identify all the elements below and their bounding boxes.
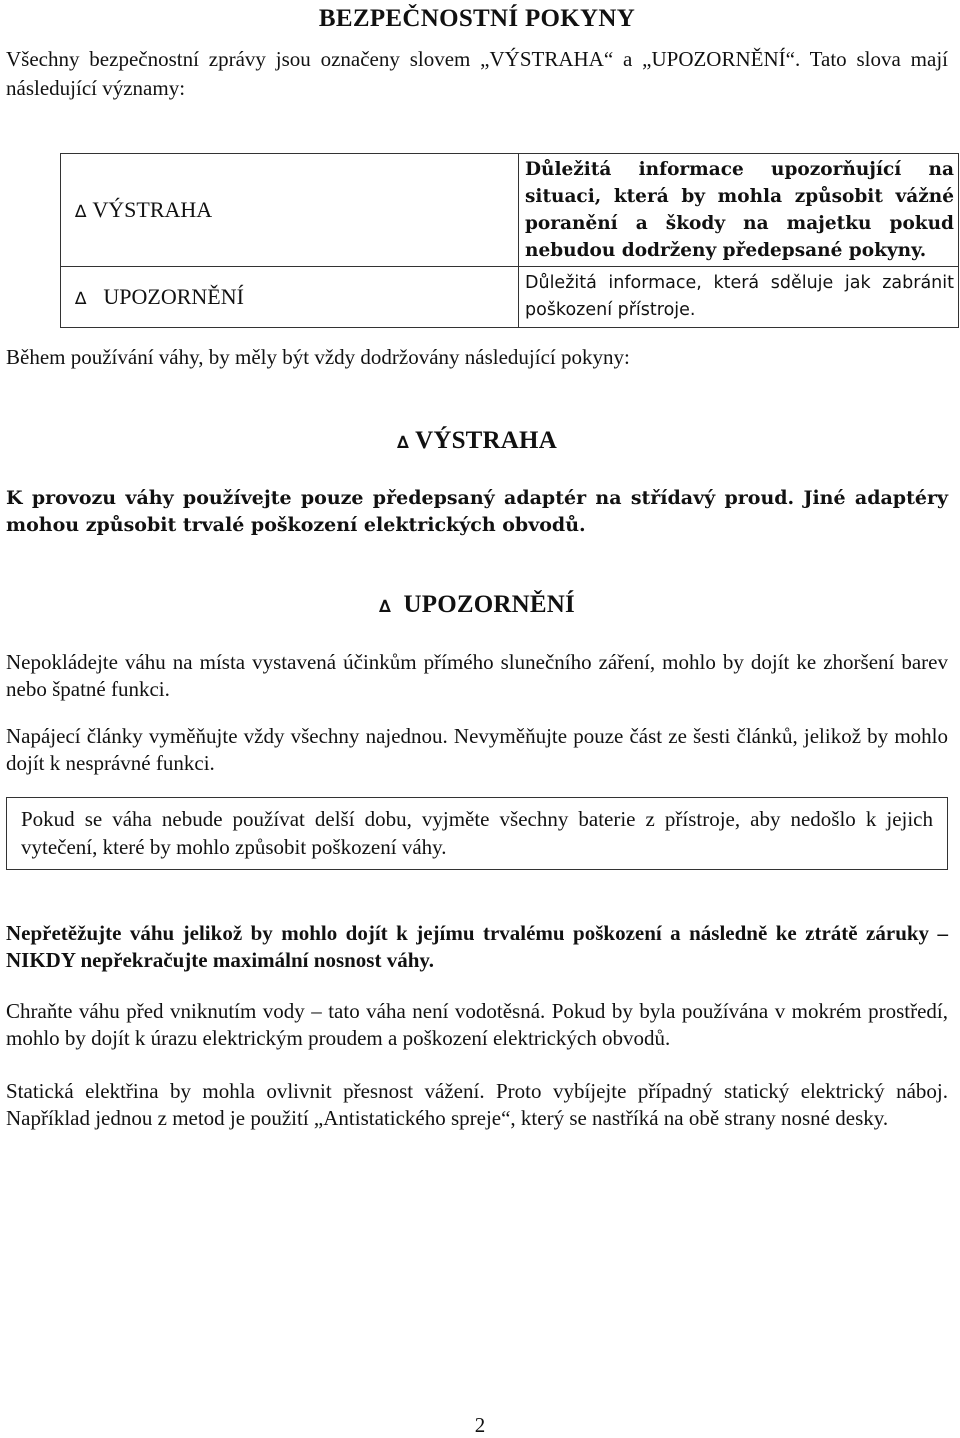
overload-note: Nepřetěžujte váhu jelikož by mohlo dojít k jejímu trvalému poškození a následně ke ztrátě záruky – NIKDY nepřekračujte maximální nosnost váhy. [6,921,948,972]
page-number: 2 [474,1413,486,1437]
warning-label-cell [61,154,519,267]
water-note: Chraňte váhu před vniknutím vody – tato váha není vodotěsná. Pokud by byla používána v mokrém prostředí, mohlo by dojít k úrazu elektrickým proudem a poškození elektrických obvodů. [6,999,948,1050]
static-note: Statická elektřina by mohla ovlivnit přesnost vážení. Proto vybíjejte případný statický elektrický náboj. Například jednou z metod je použití „Antistatického spreje“, který se nastříká na obě strany nosné desky. [6,1079,948,1130]
intro-paragraph: Všechny bezpečnostní zprávy jsou označeny slovem „VÝSTRAHA“ a „UPOZORNĚNÍ“. Tato slova mají následující významy: [6,47,948,100]
page-title: BEZPEČNOSTNÍ POKYNY [318,5,636,32]
caution-section-triangle-icon: ∆ [379,597,392,617]
warning-section-heading [6,427,948,455]
caution-section-heading [6,591,948,619]
definitions-table [60,153,959,328]
warning-triangle-icon: ∆ [75,202,87,222]
warning-definition-row [61,154,959,267]
caution-triangle-icon: ∆ [75,289,87,309]
caution-section-title: UPOZORNĚNÍ [403,591,575,618]
usage-intro: Během používání váhy, by měly být vždy dodržovány následující pokyny: [6,345,630,369]
caution-description: Důležitá informace, která sděluje jak zabránit poškození přístroje. [519,267,959,328]
warning-section-triangle-icon: ∆ [397,433,410,453]
caution-paragraph-batteries: Napájecí články vyměňujte vždy všechny najednou. Nevyměňujte pouze část ze šesti článků, jelikož by mohlo dojít k nesprávné funkci. [6,724,948,775]
caution-label-cell [61,267,519,328]
caution-paragraph-sun: Nepokládejte váhu na místa vystavená účinkům přímého slunečního záření, mohlo by dojít ke zhoršení barev nebo špatné funkci. [6,650,948,701]
warning-section-title: VÝSTRAHA [415,427,557,454]
document-page [6,0,954,1132]
warning-description: Důležitá informace upozorňující na situaci, která by mohla způsobit vážné poranění a škody na majetku pokud nebudou dodrženy předepsané pokyny. [519,154,959,267]
caution-definition-row [61,267,959,328]
caution-label: UPOZORNĚNÍ [103,284,244,309]
warning-section-text: K provozu váhy používejte pouze předepsaný adaptér na střídavý proud. Jiné adaptéry mohou způsobit trvalé poškození elektrických obvodů. [6,487,948,536]
boxed-battery-note: Pokud se váha nebude používat delší dobu, vyjměte všechny baterie z přístroje, aby nedošlo k jejich vytečení, které by mohlo způsobit poškození váhy. [6,797,948,870]
warning-label: VÝSTRAHA [92,197,213,222]
